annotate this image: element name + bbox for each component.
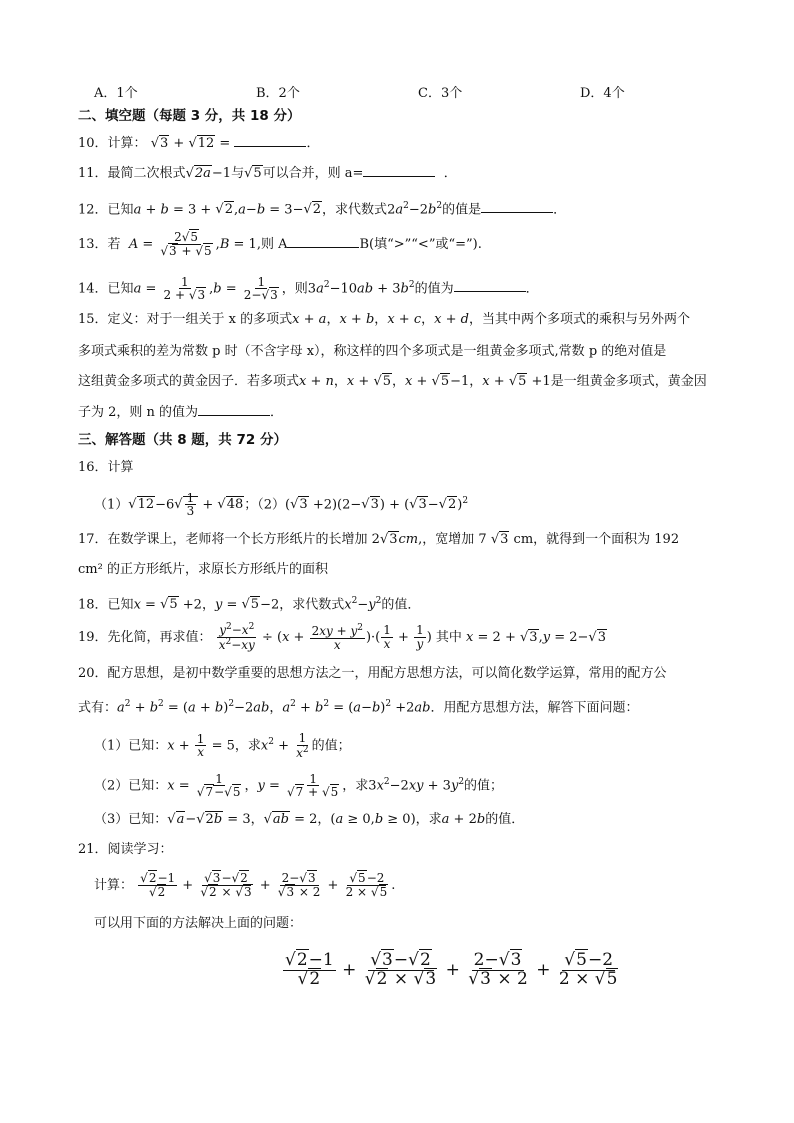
option-c: C．3个	[418, 86, 463, 101]
question-15-line-1: 15．定义：对于一组关于 x 的多项式x + a，x + b，x + c，x + d，当其中两个多项式的乘积与另外两个	[78, 312, 690, 327]
section-2-heading: 二、填空题（每题 3 分，共 18 分）	[78, 108, 301, 124]
question-18: 18．已知x = √ 5 +2，y = √ 5−2，求代数式$x^2-y^2$的值．	[78, 591, 420, 615]
question-12: 12．已知a + b = 3 + √ 2,a−b = 3−√ 2，求代数式$2a^2-2b^2$的值是 ．	[78, 196, 566, 220]
question-20-line-2: 式有：$a^2 + b^2 = (a + b)^2-2ab$，$a^2 + b^2 = (a-b)^2 +2ab$．用配方思想方法，解答下面问题：	[78, 699, 639, 716]
question-21-calc: 计算： √ 2−1 √ 2 + √ 3−√ 2 √ 2 × √ 3 + 2−√ 3 √ 3 × 2 + √ $\frac{5-2}{2 \times √ 5}$ .	[94, 866, 395, 906]
question-10: 10．计算： √ 3 + √ 12 = ．	[78, 134, 319, 154]
question-20-part-1: （1）已知：x + $\frac{1}{x}$ = 5，求$x^2$ + $\frac{1}{x^2}$ 的值；	[94, 731, 351, 760]
question-17-line-1: 17．在数学课上，老师将一个长方形纸片的长增加 2√ 3cm,，宽增加 7 √ 3 cm，就得到一个面积为 192	[78, 530, 679, 550]
question-14: 14．已知a = $\frac{1}{2 + √ 3}$ ,b = $\frac{1}{2-√ 3}$ ，则$3a^2-10ab + 3b^2$的值为 ．	[78, 268, 539, 306]
question-16: 16．计算	[78, 460, 134, 475]
question-20-part-3: （3）已知：√ a−√ 2b = 3，√ ab = 2，(a ≥ 0,b ≥ 0)，求a + 2b的值．	[94, 810, 524, 830]
question-21: 21．阅读学习：	[78, 842, 173, 857]
option-b: B．2个	[256, 86, 300, 101]
question-19: 19．先化简，再求值： $\frac{y^2-x^2}{x^2-xy}$ ÷ (x + $\frac{2xy + y^2}{x}$ )·( $\frac{1}{x}$ + $\frac{1}{y}$ ) 其中 x = 2 + √ 3,y = 2−√ 3	[78, 620, 607, 656]
option-d: D．4个	[580, 86, 625, 101]
question-20-part-2: （2）已知：x = 1 √ 7−√ 5 ，y = 1 √ 7 + √ 5 ，求$3x^2-2xy + 3y^2$的值；	[94, 764, 503, 804]
question-15-line-4: 子为 2，则 n 的值为 ．	[78, 405, 284, 420]
question-20-line-1: 20．配方思想，是初中数学重要的思想方法之一，用配方思想方法，可以简化数学运算，常用的配方公	[78, 666, 667, 681]
question-17-line-2: cm² 的正方形纸片，求原长方形纸片的面积	[78, 562, 328, 577]
question-13: 13．若 A = 2√ 5 √ 3 + √ 5 ,B = 1,则 A B(填“>”“<”或“=”).	[78, 228, 482, 262]
section-3-heading: 三、解答题（共 8 题，共 72 分）	[78, 432, 287, 448]
option-a: A．1个	[94, 86, 138, 101]
question-21-display-expression: √ 2−1 √ 2 + √ 3−√ 2 √ 2 × √ 3 + 2−√ 3 √ 3 × 2 + √ $\frac{5-2}{2 \times √ 5}$	[282, 942, 621, 998]
question-15-line-2: 多项式乘积的差为常数 p 时（不含字母 x），称这样的四个多项式是一组黄金多项式,常数 p 的绝对值是	[78, 344, 667, 359]
question-11: 11．最简二次根式√ 2a−1与√ 5可以合并，则 a= ．	[78, 164, 457, 184]
question-21-method: 可以用下面的方法解决上面的问题：	[94, 916, 303, 931]
question-16-parts: （1）√ 12−6 √ $\frac{1}{3}$ + √ 48；（2）(√ 3 +2)(2−√ 3) + (√ 3−√ 2)$^2$	[94, 484, 468, 522]
question-15-line-3: 这组黄金多项式的黄金因子．若多项式x + n，x + √ 5，x + √ 5−1，x + √ 5 +1是一组黄金多项式，黄金因	[78, 372, 707, 392]
